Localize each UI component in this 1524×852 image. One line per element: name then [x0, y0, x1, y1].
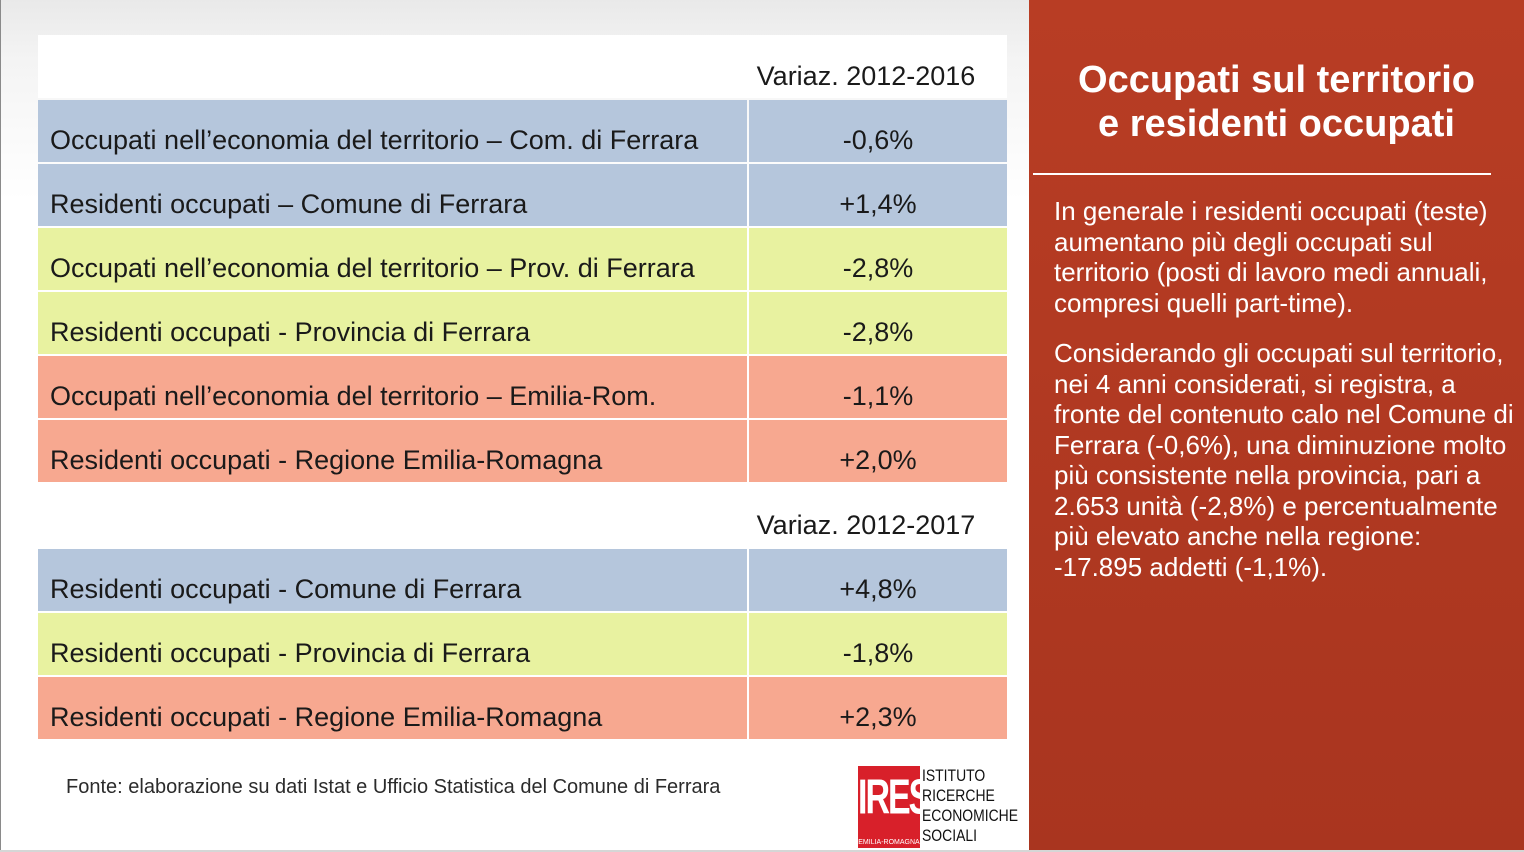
table-row — [38, 164, 1007, 226]
ires-logo-mark — [858, 766, 930, 848]
row-value: +1,4% — [749, 164, 1007, 226]
logo-line: ISTITUTO — [922, 766, 986, 785]
table-header-label: Variaz. 2012-2017 — [756, 510, 976, 540]
row-label: Residenti occupati - Provincia di Ferrara — [38, 292, 747, 354]
panel-paragraph: In generale i residenti occupati (teste) aumentano più degli occupati sul territorio (posti di lavoro medi annuali, compresi quelli part-time). — [1054, 196, 1488, 318]
table-header — [38, 484, 1007, 547]
row-value: +4,8% — [749, 549, 1007, 611]
table-2012-2016 — [38, 35, 1007, 482]
row-value: +2,3% — [749, 677, 1007, 739]
ires-logo-wordmark — [922, 766, 1032, 846]
row-value: -1,1% — [749, 356, 1007, 418]
table-row — [38, 549, 1007, 611]
panel-body — [1054, 196, 1514, 602]
panel-title-line: e residenti occupati — [1098, 103, 1455, 145]
table-header-label: Variaz. 2012-2016 — [756, 61, 976, 91]
slide-left-border — [0, 0, 1, 852]
panel-divider — [1033, 173, 1491, 175]
row-value: +2,0% — [749, 420, 1007, 482]
table-row — [38, 292, 1007, 354]
table-header — [38, 35, 1007, 98]
row-label: Residenti occupati - Regione Emilia-Romagna — [38, 677, 747, 739]
ires-logo-region: EMILIA-ROMAGNA — [858, 839, 920, 846]
table-row — [38, 356, 1007, 418]
row-label: Occupati nell’economia del territorio – Prov. di Ferrara — [38, 228, 747, 290]
row-value: -2,8% — [749, 228, 1007, 290]
panel-paragraph: Considerando gli occupati sul territorio, nei 4 anni considerati, si registra, a fronte del contenuto calo nel Comune di Ferrara (-0,6%), una diminuzione molto più consistente nella provincia, pari a 2.653 unità (-2,8%) e percentualmente più elevato anche nella regione: -17.895 addetti (-1,1%). — [1054, 338, 1514, 582]
row-value: -2,8% — [749, 292, 1007, 354]
table-2012-2017 — [38, 484, 1007, 739]
logo-line: SOCIALI — [922, 826, 978, 845]
table-row — [38, 420, 1007, 482]
logo-line: RICERCHE — [922, 786, 995, 805]
row-label: Residenti occupati - Comune di Ferrara — [38, 549, 747, 611]
row-label: Residenti occupati - Regione Emilia-Romagna — [38, 420, 747, 482]
panel-title-line: Occupati sul territorio — [1078, 59, 1475, 101]
row-label: Residenti occupati - Provincia di Ferrara — [38, 613, 747, 675]
table-row — [38, 100, 1007, 162]
row-label: Occupati nell’economia del territorio – Emilia-Rom. — [38, 356, 747, 418]
ires-logo-text: IRES — [858, 770, 930, 826]
table-row — [38, 613, 1007, 675]
ires-logo — [858, 766, 1028, 848]
logo-line: ECONOMICHE — [922, 806, 1019, 825]
row-label: Residenti occupati – Comune di Ferrara — [38, 164, 747, 226]
table-row — [38, 677, 1007, 739]
row-value: -1,8% — [749, 613, 1007, 675]
panel-title — [1029, 58, 1524, 146]
table-row — [38, 228, 1007, 290]
row-label: Occupati nell’economia del territorio – Com. di Ferrara — [38, 100, 747, 162]
summary-panel — [1029, 0, 1524, 850]
row-value: -0,6% — [749, 100, 1007, 162]
source-note: Fonte: elaborazione su dati Istat e Ufficio Statistica del Comune di Ferrara — [66, 776, 721, 798]
